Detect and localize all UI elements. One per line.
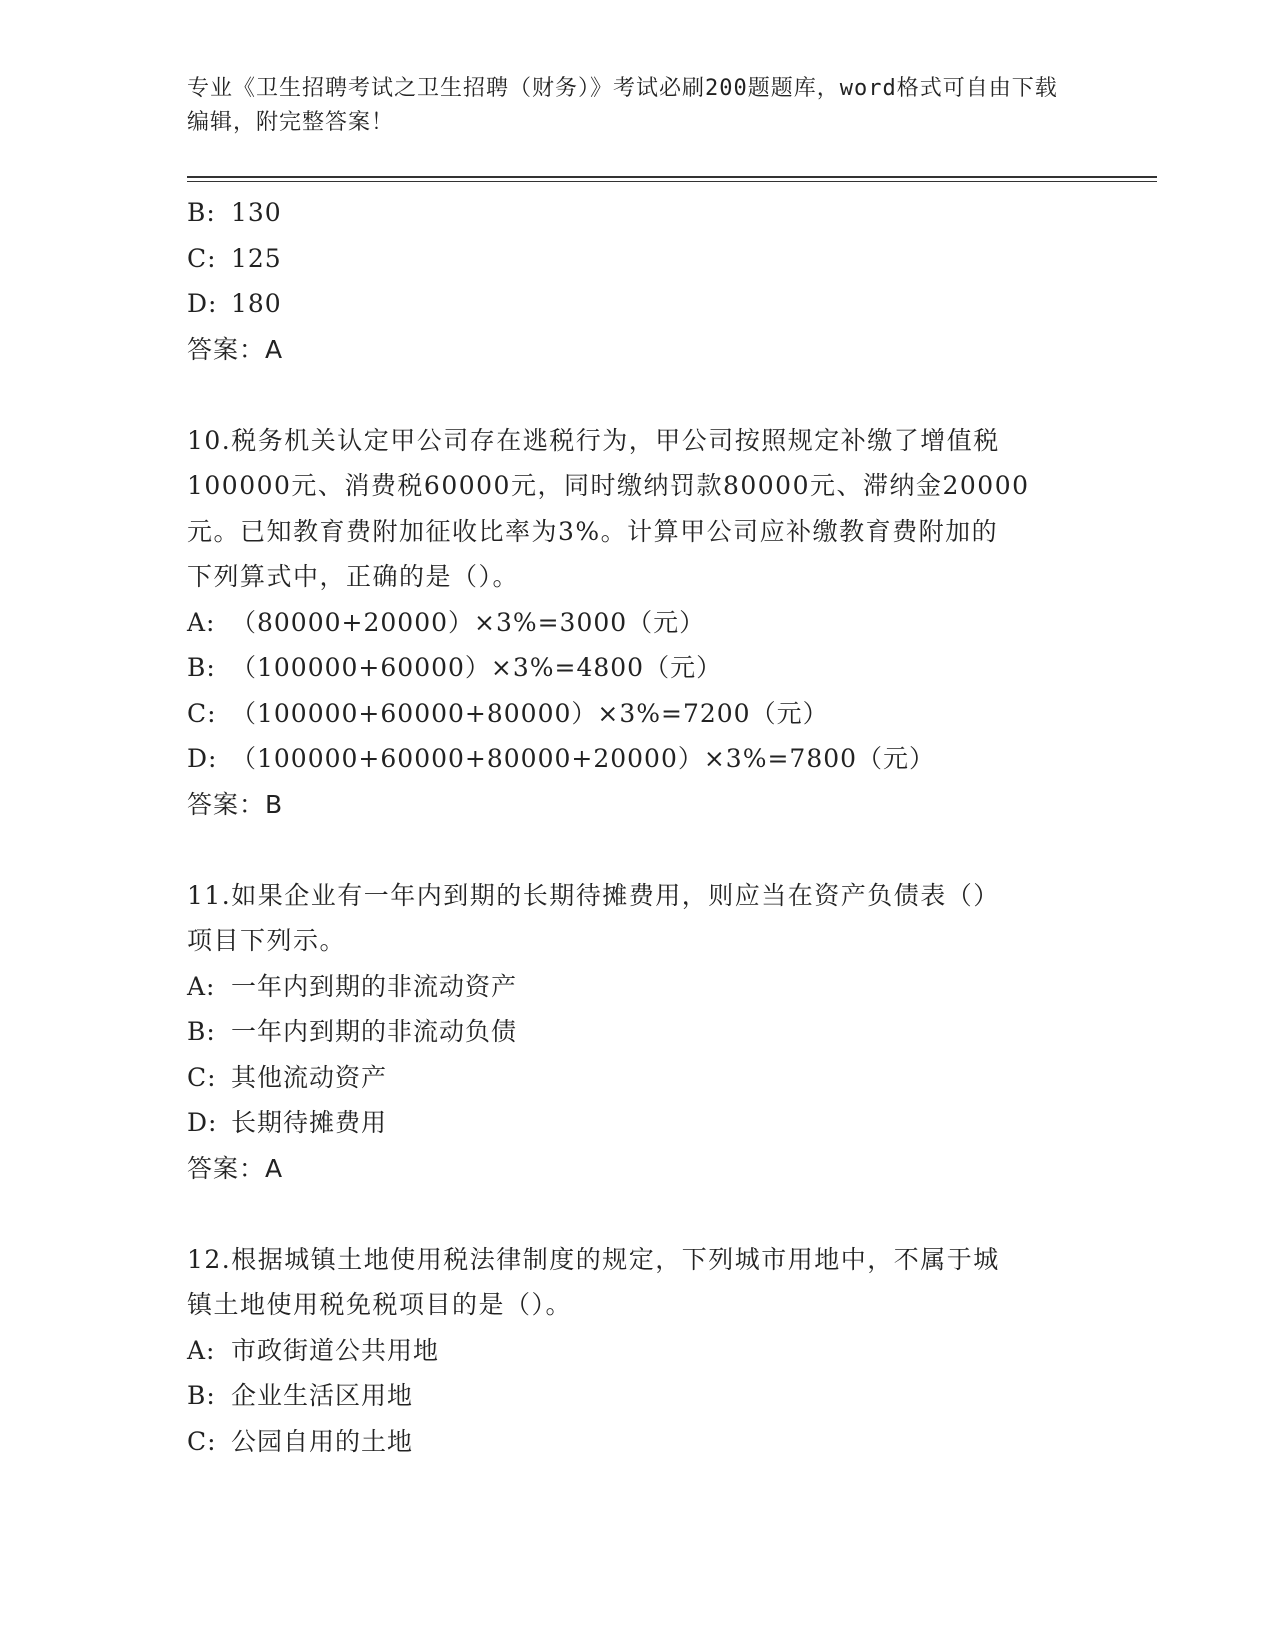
question-9-tail xyxy=(187,190,1087,372)
option-a xyxy=(187,964,1087,1010)
option-key: C: xyxy=(187,1062,217,1092)
option-text: 125 xyxy=(231,243,282,273)
spacer xyxy=(187,372,1087,418)
option-key: D: xyxy=(187,744,218,773)
option-b xyxy=(187,1373,1087,1419)
question-11 xyxy=(187,873,1087,1192)
option-c xyxy=(187,236,1087,282)
option-key: B: xyxy=(187,198,216,227)
option-b xyxy=(187,645,1087,691)
question-stem-line: 项目下列示。 xyxy=(187,926,347,955)
option-text: 一年内到期的非流动资产 xyxy=(231,971,518,1001)
answer-line: 答案：A xyxy=(187,1153,284,1183)
option-text: 公园自用的土地 xyxy=(231,1426,414,1456)
option-text: 130 xyxy=(231,198,282,227)
option-text: 180 xyxy=(231,289,282,318)
option-text: 市政街道公共用地 xyxy=(231,1335,440,1365)
option-key: C: xyxy=(187,1426,217,1456)
question-10 xyxy=(187,418,1087,828)
option-text: （100000+60000+80000）×3%=7200（元） xyxy=(231,698,829,728)
option-key: C: xyxy=(187,243,217,273)
option-b xyxy=(187,190,1087,236)
option-key: A: xyxy=(187,971,216,1001)
option-key: C: xyxy=(187,698,217,728)
question-stem-line: 11.如果企业有一年内到期的长期待摊费用，则应当在资产负债表（） xyxy=(187,880,1000,910)
answer-line: 答案：A xyxy=(187,334,284,364)
option-key: B: xyxy=(187,653,216,682)
option-a xyxy=(187,600,1087,646)
option-b xyxy=(187,1009,1087,1055)
option-text: 其他流动资产 xyxy=(231,1062,388,1092)
option-text: 企业生活区用地 xyxy=(231,1381,414,1410)
option-text: （100000+60000+80000+20000）×3%=7800（元） xyxy=(231,744,936,773)
spacer xyxy=(187,1191,1087,1237)
header-divider-thin xyxy=(187,181,1157,182)
option-text: （100000+60000）×3%=4800（元） xyxy=(231,653,723,682)
question-stem-line: 100000元、消费税60000元，同时缴纳罚款80000元、滞纳金20000 xyxy=(187,471,1030,500)
option-key: D: xyxy=(187,1108,218,1137)
option-text: 一年内到期的非流动负债 xyxy=(231,1017,518,1046)
question-stem-line: 12.根据城镇土地使用税法律制度的规定，下列城市用地中，不属于城 xyxy=(187,1244,1000,1274)
option-c xyxy=(187,1419,1087,1465)
question-stem-line: 镇土地使用税免税项目的是（）。 xyxy=(187,1290,573,1319)
question-stem-line: 10.税务机关认定甲公司存在逃税行为，甲公司按照规定补缴了增值税 xyxy=(187,425,1000,455)
option-key: B: xyxy=(187,1381,216,1410)
option-text: 长期待摊费用 xyxy=(231,1108,388,1137)
option-c xyxy=(187,1055,1087,1101)
document-body xyxy=(187,190,1087,1464)
option-c xyxy=(187,691,1087,737)
option-key: A: xyxy=(187,1335,216,1365)
document-header: 专业《卫生招聘考试之卫生招聘（财务）》考试必刷200题题库，word格式可自由下载编辑，附完整答案！ xyxy=(187,76,1058,135)
option-d xyxy=(187,736,1087,782)
question-stem-line: 下列算式中，正确的是（）。 xyxy=(187,562,520,591)
option-d xyxy=(187,1100,1087,1146)
answer-line: 答案：B xyxy=(187,789,284,819)
option-key: B: xyxy=(187,1017,216,1046)
question-12 xyxy=(187,1237,1087,1465)
option-key: A: xyxy=(187,607,216,637)
spacer xyxy=(187,827,1087,873)
option-key: D: xyxy=(187,289,218,318)
option-d xyxy=(187,281,1087,327)
question-stem-line: 元。已知教育费附加征收比率为3%。计算甲公司应补缴教育费附加的 xyxy=(187,516,999,546)
header-divider-thick xyxy=(187,176,1157,178)
option-a xyxy=(187,1328,1087,1374)
option-text: （80000+20000）×3%=3000（元） xyxy=(231,607,706,637)
